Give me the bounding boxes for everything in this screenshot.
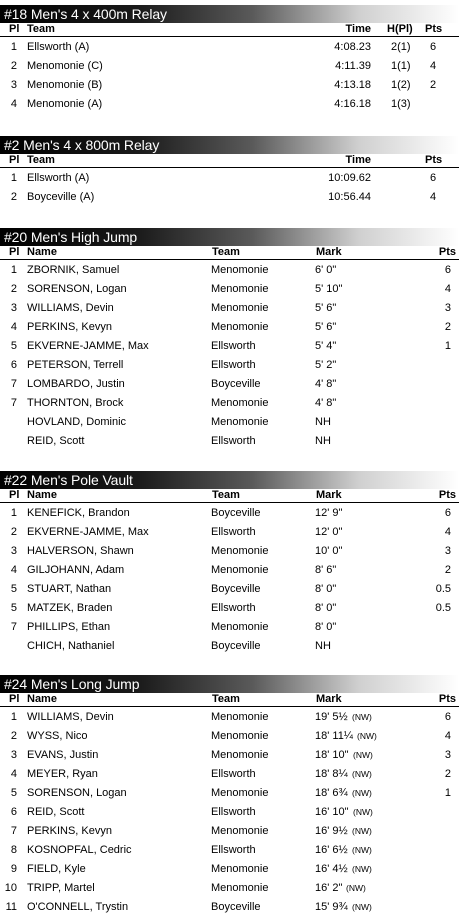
event-title: #22 Men's Pole Vault	[4, 472, 133, 488]
heat-place: 2(1)	[391, 41, 411, 53]
team: Ellsworth	[211, 602, 256, 614]
time: 4:08.23	[334, 41, 371, 53]
team: Ellsworth	[211, 806, 256, 818]
athlete-name: KOSNOPFAL, Cedric	[27, 844, 132, 856]
result-row	[0, 523, 459, 542]
points: 6	[430, 172, 437, 184]
mark: 8' 0"	[315, 602, 337, 614]
event-title: #2 Men's 4 x 800m Relay	[4, 137, 160, 153]
place: 11	[5, 901, 17, 913]
team: Menomonie (A)	[27, 98, 103, 110]
result-row	[0, 38, 459, 57]
wind-note: (NW)	[353, 750, 373, 760]
place: 1	[10, 41, 17, 53]
athlete-name: ZBORNIK, Samuel	[27, 264, 120, 276]
team: Menomonie	[211, 302, 269, 314]
athlete-name: KENEFICK, Brandon	[27, 507, 130, 519]
team: Ellsworth	[211, 844, 256, 856]
mark: 16' 9½	[315, 825, 348, 837]
result-row	[0, 898, 459, 917]
heat-place: 1(1)	[391, 60, 411, 72]
column-header	[0, 693, 459, 707]
team: Menomonie (B)	[27, 79, 103, 91]
team: Boyceville	[211, 378, 261, 390]
athlete-name: EKVERNE-JAMME, Max	[27, 340, 149, 352]
header-pts: Pts	[438, 246, 456, 258]
place: 10	[4, 882, 17, 894]
result-row	[0, 318, 459, 337]
column-header	[0, 154, 459, 168]
mark: 8' 0"	[315, 621, 337, 633]
mark: 12' 0"	[315, 526, 343, 538]
place: 2	[10, 283, 17, 295]
result-row	[0, 261, 459, 280]
athlete-name: FIELD, Kyle	[27, 863, 86, 875]
header-heat: H(Pl)	[387, 23, 413, 35]
team: Boyceville	[211, 901, 261, 913]
result-row	[0, 879, 459, 898]
header-time: Time	[345, 154, 371, 166]
wind-note: (NW)	[352, 788, 372, 798]
result-row	[0, 860, 459, 879]
result-row	[0, 708, 459, 727]
result-row	[0, 580, 459, 599]
team: Ellsworth	[211, 340, 256, 352]
mark: NH	[315, 640, 331, 652]
athlete-name: PHILLIPS, Ethan	[27, 621, 111, 633]
result-row	[0, 841, 459, 860]
result-row	[0, 765, 459, 784]
time: 4:13.18	[334, 79, 371, 91]
points: 2	[430, 79, 437, 91]
heat-place: 1(3)	[391, 98, 411, 110]
mark: 18' 11¼	[315, 730, 353, 742]
team: Menomonie	[211, 711, 269, 723]
team: Menomonie	[211, 863, 269, 875]
team: Menomonie	[211, 787, 269, 799]
points: 0.5	[435, 583, 451, 595]
result-row	[0, 188, 459, 207]
points: 1	[444, 340, 451, 352]
athlete-name: TRIPP, Martel	[27, 882, 95, 894]
result-row	[0, 413, 459, 432]
result-row	[0, 746, 459, 765]
header-mark: Mark	[316, 246, 342, 258]
mark: 15' 9¾	[315, 901, 348, 913]
athlete-name: WILLIAMS, Devin	[27, 302, 114, 314]
result-row	[0, 169, 459, 188]
event-banner	[0, 136, 459, 154]
place: 7	[10, 397, 17, 409]
event-title: #18 Men's 4 x 400m Relay	[4, 6, 167, 22]
result-row	[0, 76, 459, 95]
result-row	[0, 542, 459, 561]
mark: 5' 2"	[315, 359, 337, 371]
mark: 16' 2"	[315, 882, 343, 894]
points: 3	[444, 749, 451, 761]
result-row	[0, 375, 459, 394]
mark: 16' 6½	[315, 844, 348, 856]
athlete-name: PERKINS, Kevyn	[27, 825, 112, 837]
result-row	[0, 637, 459, 656]
wind-note: (NW)	[352, 769, 372, 779]
team: Boyceville	[211, 507, 261, 519]
team: Menomonie	[211, 730, 269, 742]
place: 3	[10, 545, 17, 557]
points: 6	[430, 41, 437, 53]
header-team: Team	[212, 693, 240, 705]
athlete-name: REID, Scott	[27, 435, 85, 447]
team: Boyceville	[211, 640, 261, 652]
header-name: Name	[27, 246, 57, 258]
points: 4	[444, 730, 451, 742]
result-row	[0, 561, 459, 580]
points: 4	[444, 283, 451, 295]
place: 7	[10, 621, 17, 633]
result-row	[0, 337, 459, 356]
team: Menomonie	[211, 545, 269, 557]
place: 2	[10, 191, 17, 203]
place: 7	[10, 825, 17, 837]
athlete-name: EVANS, Justin	[27, 749, 99, 761]
header-pts: Pts	[425, 154, 443, 166]
athlete-name: HALVERSON, Shawn	[27, 545, 134, 557]
header-pts: Pts	[438, 489, 456, 501]
header-mark: Mark	[316, 693, 342, 705]
points: 3	[444, 545, 451, 557]
place: 4	[10, 768, 17, 780]
header-pl: Pl	[9, 246, 20, 258]
place: 1	[10, 507, 17, 519]
time: 10:56.44	[328, 191, 371, 203]
place: 5	[10, 787, 17, 799]
place: 5	[10, 583, 17, 595]
team: Menomonie	[211, 397, 269, 409]
event-banner	[0, 471, 459, 489]
team: Menomonie	[211, 264, 269, 276]
athlete-name: CHICH, Nathaniel	[27, 640, 115, 652]
team: Ellsworth	[211, 768, 256, 780]
wind-note: (NW)	[352, 712, 372, 722]
header-pl: Pl	[9, 489, 20, 501]
column-header	[0, 489, 459, 503]
result-row	[0, 394, 459, 413]
points: 6	[444, 507, 451, 519]
time: 10:09.62	[328, 172, 371, 184]
team: Menomonie	[211, 621, 269, 633]
place: 1	[10, 264, 17, 276]
team: Boyceville	[211, 583, 261, 595]
athlete-name: GILJOHANN, Adam	[27, 564, 125, 576]
points: 4	[430, 191, 437, 203]
athlete-name: WILLIAMS, Devin	[27, 711, 114, 723]
header-pl: Pl	[9, 154, 20, 166]
result-row	[0, 618, 459, 637]
place: 1	[10, 172, 17, 184]
result-row	[0, 822, 459, 841]
event-title: #20 Men's High Jump	[4, 229, 138, 245]
place: 4	[10, 321, 17, 333]
points: 0.5	[435, 602, 451, 614]
points: 6	[444, 264, 451, 276]
athlete-name: WYSS, Nico	[27, 730, 88, 742]
athlete-name: STUART, Nathan	[27, 583, 112, 595]
points: 1	[444, 787, 451, 799]
header-pl: Pl	[9, 693, 20, 705]
points: 3	[444, 302, 451, 314]
mark: 18' 8¼	[315, 768, 348, 780]
athlete-name: LOMBARDO, Justin	[27, 378, 125, 390]
place: 3	[10, 302, 17, 314]
wind-note: (NW)	[352, 902, 372, 912]
mark: 16' 4½	[315, 863, 348, 875]
event-banner	[0, 228, 459, 246]
mark: 12' 9"	[315, 507, 343, 519]
points: 4	[430, 60, 437, 72]
athlete-name: SORENSON, Logan	[27, 283, 127, 295]
place: 3	[10, 749, 17, 761]
athlete-name: REID, Scott	[27, 806, 85, 818]
athlete-name: SORENSON, Logan	[27, 787, 127, 799]
result-row	[0, 432, 459, 451]
result-row	[0, 299, 459, 318]
place: 4	[10, 98, 17, 110]
result-row	[0, 599, 459, 618]
team: Menomonie	[211, 416, 269, 428]
event-banner	[0, 675, 459, 693]
place: 7	[10, 378, 17, 390]
team: Boyceville (A)	[27, 191, 95, 203]
result-row	[0, 727, 459, 746]
team: Menomonie	[211, 749, 269, 761]
header-time: Time	[345, 23, 371, 35]
team: Menomonie (C)	[27, 60, 103, 72]
athlete-name: PERKINS, Kevyn	[27, 321, 112, 333]
result-row	[0, 95, 459, 114]
mark: 8' 0"	[315, 583, 337, 595]
wind-note: (NW)	[352, 826, 372, 836]
mark: 5' 6"	[315, 302, 337, 314]
team: Menomonie	[211, 825, 269, 837]
place: 5	[10, 340, 17, 352]
place: 2	[10, 526, 17, 538]
points: 2	[444, 564, 451, 576]
event-banner	[0, 5, 459, 23]
place: 6	[10, 806, 17, 818]
place: 4	[10, 564, 17, 576]
result-row	[0, 57, 459, 76]
mark: 4' 8"	[315, 397, 337, 409]
points: 2	[444, 321, 451, 333]
mark: NH	[315, 416, 331, 428]
header-team: Team	[27, 23, 55, 35]
column-header	[0, 23, 459, 37]
team: Menomonie	[211, 564, 269, 576]
result-row	[0, 803, 459, 822]
header-name: Name	[27, 693, 57, 705]
wind-note: (NW)	[352, 845, 372, 855]
wind-note: (NW)	[357, 731, 377, 741]
place: 5	[10, 602, 17, 614]
header-pts: Pts	[438, 693, 456, 705]
athlete-name: MEYER, Ryan	[27, 768, 98, 780]
athlete-name: HOVLAND, Dominic	[27, 416, 127, 428]
result-row	[0, 504, 459, 523]
mark: 5' 6"	[315, 321, 337, 333]
result-row	[0, 280, 459, 299]
team: Ellsworth	[211, 435, 256, 447]
mark: 5' 4"	[315, 340, 337, 352]
column-header	[0, 246, 459, 260]
athlete-name: PETERSON, Terrell	[27, 359, 124, 371]
mark: 4' 8"	[315, 378, 337, 390]
header-team: Team	[212, 489, 240, 501]
wind-note: (NW)	[353, 807, 373, 817]
team: Menomonie	[211, 882, 269, 894]
header-team: Team	[27, 154, 55, 166]
team: Ellsworth (A)	[27, 172, 90, 184]
mark: 5' 10"	[315, 283, 343, 295]
team: Ellsworth	[211, 526, 256, 538]
place: 6	[10, 359, 17, 371]
team: Menomonie	[211, 321, 269, 333]
team: Menomonie	[211, 283, 269, 295]
heat-place: 1(2)	[391, 79, 411, 91]
place: 2	[10, 60, 17, 72]
mark: 10' 0"	[315, 545, 343, 557]
header-pts: Pts	[425, 23, 443, 35]
team: Ellsworth	[211, 359, 256, 371]
wind-note: (NW)	[346, 883, 366, 893]
points: 6	[444, 711, 451, 723]
mark: 19' 5½	[315, 711, 348, 723]
points: 4	[444, 526, 451, 538]
mark: NH	[315, 435, 331, 447]
team: Ellsworth (A)	[27, 41, 90, 53]
result-row	[0, 356, 459, 375]
place: 2	[10, 730, 17, 742]
athlete-name: MATZEK, Braden	[27, 602, 113, 614]
mark: 18' 10"	[315, 749, 349, 761]
time: 4:16.18	[334, 98, 371, 110]
place: 1	[10, 711, 17, 723]
mark: 6' 0"	[315, 264, 337, 276]
athlete-name: O'CONNELL, Trystin	[27, 901, 129, 913]
result-row	[0, 784, 459, 803]
header-name: Name	[27, 489, 57, 501]
athlete-name: EKVERNE-JAMME, Max	[27, 526, 149, 538]
header-pl: Pl	[9, 23, 20, 35]
place: 8	[10, 844, 17, 856]
mark: 18' 6¾	[315, 787, 348, 799]
header-mark: Mark	[316, 489, 342, 501]
wind-note: (NW)	[352, 864, 372, 874]
points: 2	[444, 768, 451, 780]
event-title: #24 Men's Long Jump	[4, 676, 140, 692]
header-team: Team	[212, 246, 240, 258]
mark: 8' 6"	[315, 564, 337, 576]
athlete-name: THORNTON, Brock	[27, 397, 124, 409]
place: 3	[10, 79, 17, 91]
time: 4:11.39	[335, 60, 371, 72]
mark: 16' 10"	[315, 806, 349, 818]
place: 9	[10, 863, 17, 875]
